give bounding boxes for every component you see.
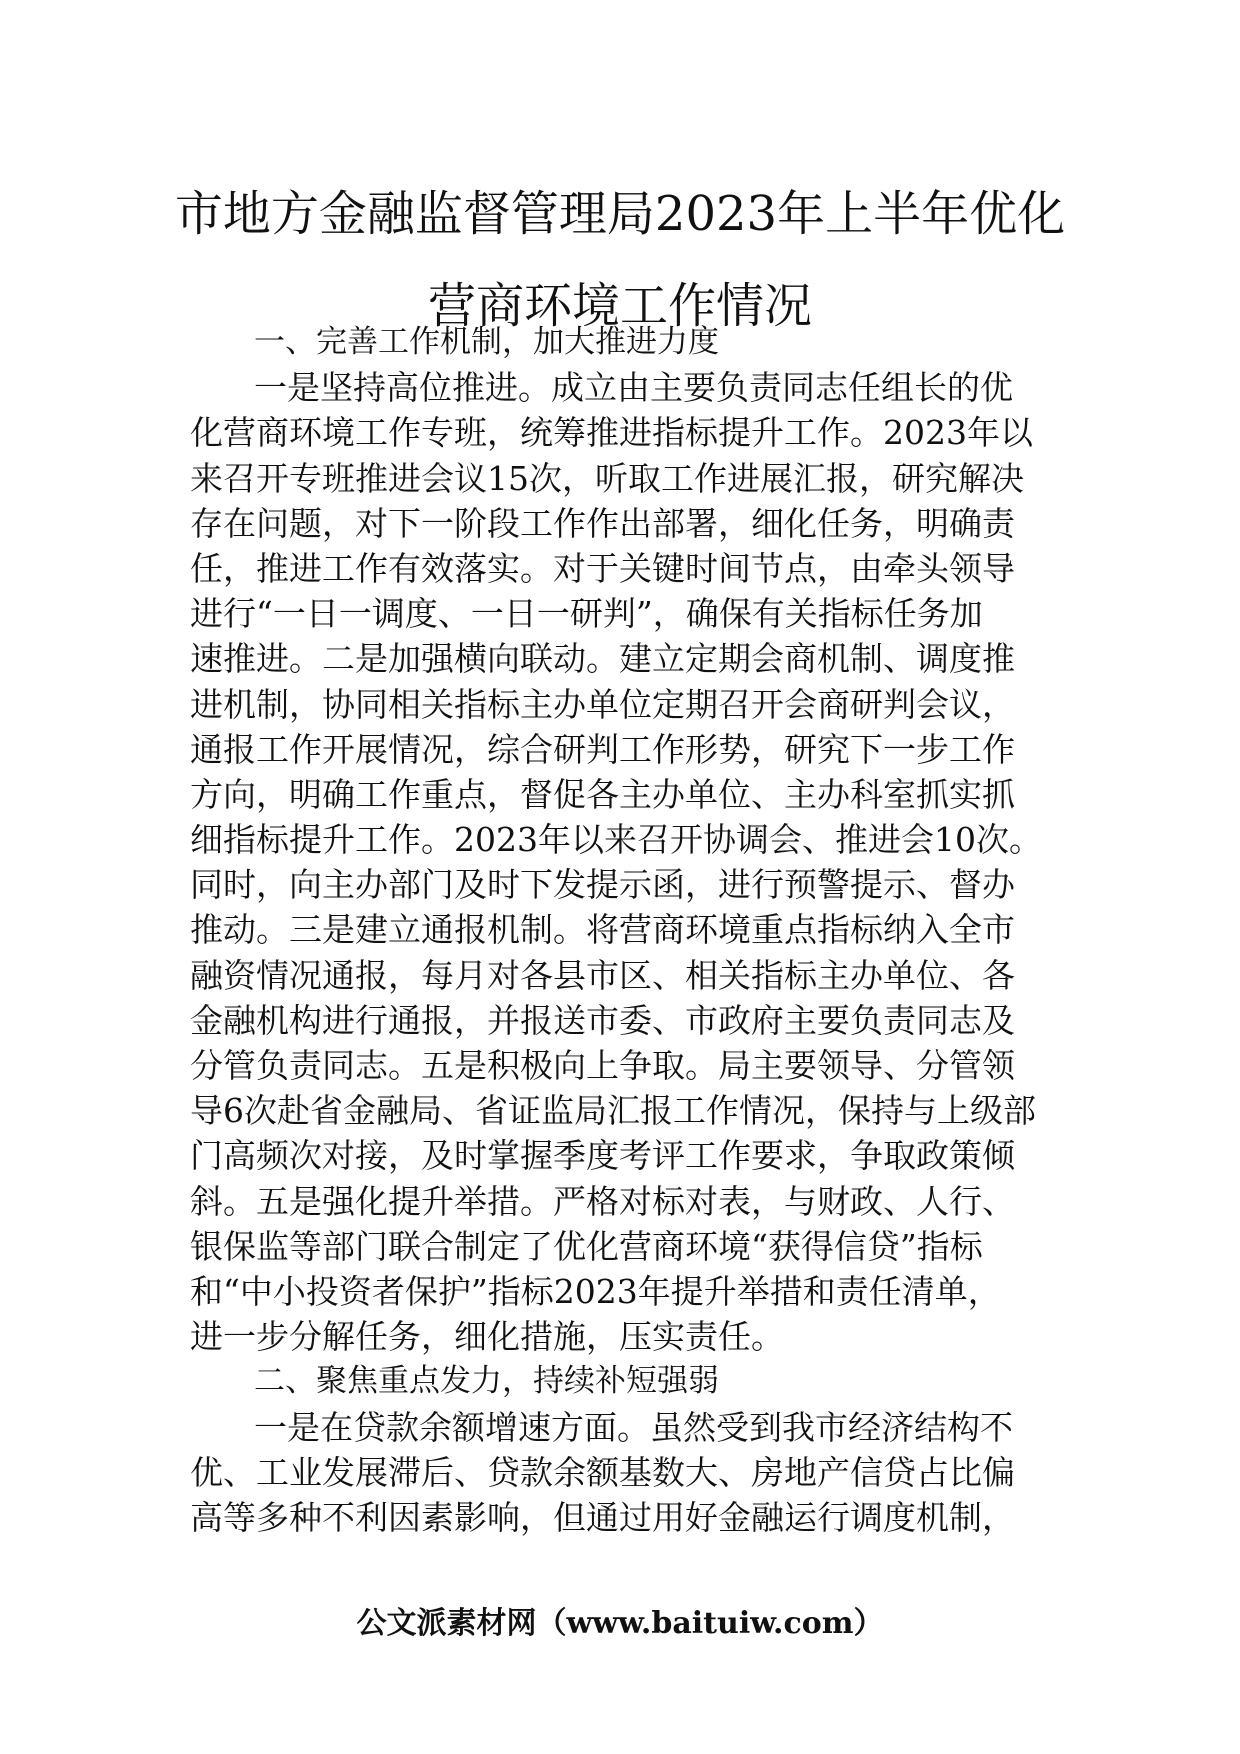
paragraph-line: 通报工作开展情况，综合研判工作形势，研究下一步工作 (190, 729, 1015, 769)
paragraph-line: 进行“一日一调度、一日一研判”，确保有关指标任务加 (190, 594, 983, 634)
document-title-line-1: 市地方金融监督管理局2023年上半年优化 (174, 186, 1066, 242)
paragraph-line: 来召开专班推进会议15次，听取工作进展汇报，研究解决 (190, 458, 1024, 498)
paragraph-line: 推动。三是建立通报机制。将营商环境重点指标纳入全市 (190, 910, 1015, 950)
paragraph-line: 分管负责同志。五是积极向上争取。局主要领导、分管领 (190, 1046, 1015, 1085)
paragraph-line: 进机制，协同相关指标主办单位定期召开会商研判会议， (190, 684, 1015, 724)
paragraph-line: 进一步分解任务，细化措施，压实责任。 (190, 1317, 784, 1357)
paragraph-line: 金融机构进行通报，并报送市委、市政府主要负责同志及 (190, 1000, 1015, 1040)
paragraph-line: 和“中小投资者保护”指标2023年提升举措和责任清单， (190, 1271, 1001, 1311)
paragraph-line: 任，推进工作有效落实。对于关键时间节点，由牵头领导 (190, 548, 1015, 588)
paragraph-line: 导6次赴省金融局、省证监局汇报工作情况，保持与上级部 (190, 1091, 1036, 1131)
paragraph-line: 化营商环境工作专班，统筹推进指标提升工作。2023年以 (190, 413, 1033, 453)
paragraph-line: 一是在贷款余额增速方面。虽然受到我市经济结构不 (254, 1407, 1013, 1447)
paragraph-line: 细指标提升工作。2023年以来召开协调会、推进会10次。 (190, 820, 1042, 860)
section-heading-1: 一、完善工作机制，加大推进力度 (254, 324, 719, 360)
paragraph-line: 同时，向主办部门及时下发提示函，进行预警提示、督办 (190, 865, 1015, 905)
document-body (190, 320, 1060, 1540)
paragraph-line: 优、工业发展滞后、贷款余额基数大、房地产信贷占比偏 (190, 1452, 1015, 1492)
paragraph-line: 融资情况通报，每月对各县市区、相关指标主办单位、各 (190, 955, 1015, 995)
document-title-line-2: 营商环境工作情况 (427, 278, 812, 334)
footer-watermark: 公文派素材网（www.baituiw.com） (356, 1606, 884, 1641)
section-heading-2: 二、聚焦重点发力，持续补短强弱 (254, 1363, 719, 1400)
paragraph-line: 存在问题，对下一阶段工作作出部署，细化任务，明确责 (190, 503, 1015, 543)
paragraph-line: 一是坚持高位推进。成立由主要负责同志任组长的优 (254, 368, 1013, 408)
paragraph-line: 高等多种不利因素影响，但通过用好金融运行调度机制， (190, 1497, 1015, 1537)
paragraph-line: 斜。五是强化提升举措。严格对标对表，与财政、人行、 (190, 1181, 1015, 1221)
paragraph-line: 速推进。二是加强横向联动。建立定期会商机制、调度推 (190, 639, 1015, 679)
paragraph-line: 方向，明确工作重点，督促各主办单位、主办科室抓实抓 (190, 774, 1015, 814)
paragraph-line: 银保监等部门联合制定了优化营商环境“获得信贷”指标 (190, 1226, 983, 1266)
paragraph-line: 门高频次对接，及时掌握季度考评工作要求，争取政策倾 (190, 1136, 1015, 1176)
